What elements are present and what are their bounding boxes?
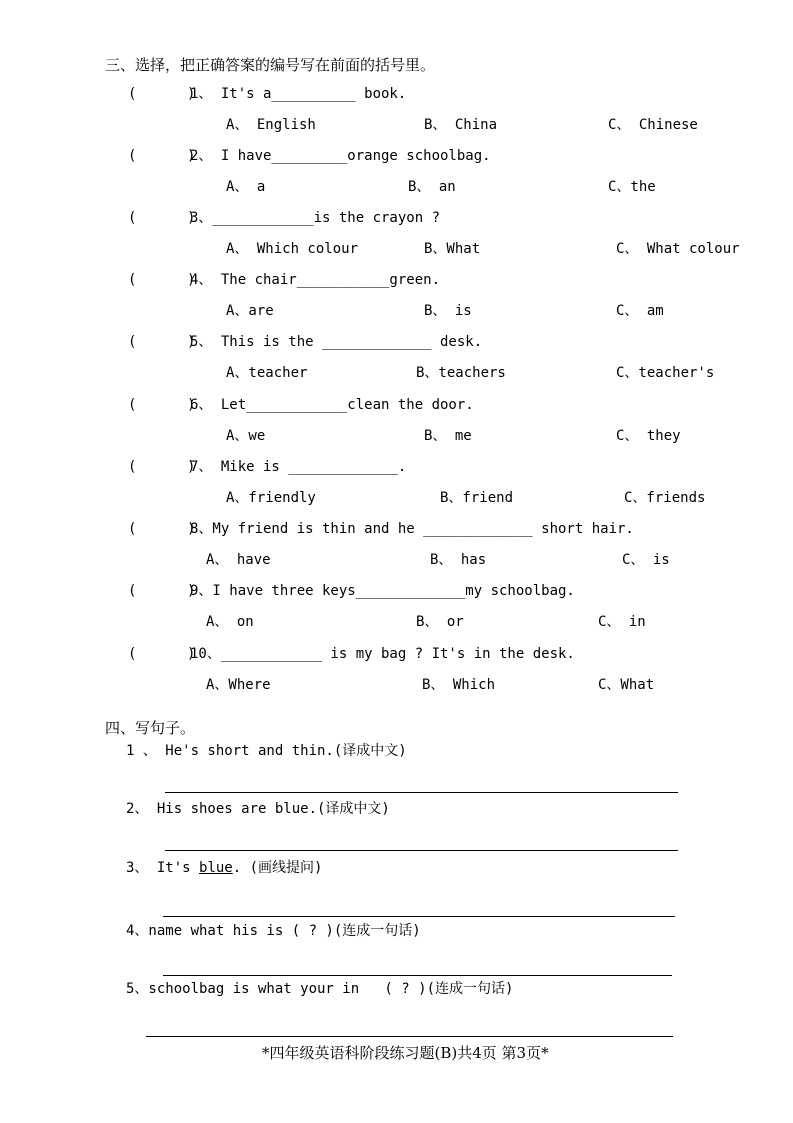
page-footer: *四年级英语科阶段练习题(B)共4页 第3页* [262, 1044, 549, 1062]
question-10-option-b: B、 Which [422, 677, 496, 693]
question-8-stem: 8、My friend is thin and he _____________ short hair. [190, 521, 634, 537]
question-9-stem: 9、I have three keys_____________my schoolbag. [190, 583, 575, 599]
answer-paren-7[interactable]: ( ) [128, 459, 196, 475]
answer-paren-8[interactable]: ( ) [128, 521, 196, 537]
question-1-stem: 1、 It's a__________ book. [190, 86, 407, 102]
question-5-option-c: C、teacher's [616, 365, 715, 381]
sentence-item-3-prefix: 3、 It's [126, 860, 200, 876]
question-4-option-a: A、are [226, 303, 274, 319]
sentence-item-5: 5、schoolbag is what your in ( ? )(连成一句话) [126, 981, 514, 997]
question-4-stem: 4、 The chair___________green. [190, 272, 441, 288]
question-1-option-a: A、 English [226, 117, 316, 133]
question-10-option-a: A、Where [206, 677, 271, 693]
question-3-stem: 3、____________is the crayon ? [190, 210, 441, 226]
question-6-option-a: A、we [226, 428, 266, 444]
question-9-option-a: A、 on [206, 614, 254, 630]
question-3-option-b: B、What [424, 241, 481, 257]
sentence-item-3-underlined-word: blue [199, 860, 233, 876]
question-6-stem: 6、 Let____________clean the door. [190, 397, 474, 413]
question-8-option-a: A、 have [206, 552, 271, 568]
question-3-option-a: A、 Which colour [226, 241, 359, 257]
question-4-option-c: C、 am [616, 303, 664, 319]
question-1-option-c: C、 Chinese [608, 117, 698, 133]
sentence-item-4: 4、name what his is ( ? )(连成一句话) [126, 923, 421, 939]
sentence-item-3-suffix: . (画线提问) [232, 860, 323, 876]
question-9-option-b: B、 or [416, 614, 464, 630]
answer-line-4[interactable] [163, 975, 672, 976]
answer-paren-10[interactable]: ( ) [128, 646, 196, 662]
question-10-option-c: C、What [598, 677, 655, 693]
answer-paren-1[interactable]: ( ) [128, 86, 196, 102]
answer-paren-4[interactable]: ( ) [128, 272, 196, 288]
question-7-option-c: C、friends [624, 490, 706, 506]
section-4-title: 四、写句子。 [105, 719, 196, 737]
answer-paren-5[interactable]: ( ) [128, 334, 196, 350]
answer-line-2[interactable] [165, 850, 678, 851]
question-7-stem: 7、 Mike is _____________. [190, 459, 407, 475]
question-2-option-b: B、 an [408, 179, 456, 195]
answer-paren-2[interactable]: ( ) [128, 148, 196, 164]
section-3-title: 三、选择，把正确答案的编号写在前面的括号里。 [105, 56, 436, 74]
question-2-option-a: A、 a [226, 179, 266, 195]
answer-line-1[interactable] [165, 792, 678, 793]
question-5-option-b: B、teachers [416, 365, 506, 381]
question-7-option-b: B、friend [440, 490, 514, 506]
question-2-stem: 2、 I have_________orange schoolbag. [190, 148, 491, 164]
question-6-option-b: B、 me [424, 428, 472, 444]
answer-line-5[interactable] [146, 1036, 673, 1037]
question-3-option-c: C、 What colour [616, 241, 740, 257]
question-8-option-c: C、 is [622, 552, 670, 568]
answer-paren-6[interactable]: ( ) [128, 397, 196, 413]
sentence-item-3 [126, 859, 322, 877]
question-6-option-c: C、 they [616, 428, 681, 444]
question-5-stem: 5、 This is the _____________ desk. [190, 334, 483, 350]
sentence-item-2: 2、 His shoes are blue.(译成中文) [126, 801, 390, 817]
question-2-option-c: C、the [608, 179, 656, 195]
question-5-option-a: A、teacher [226, 365, 308, 381]
question-9-option-c: C、 in [598, 614, 646, 630]
answer-paren-9[interactable]: ( ) [128, 583, 196, 599]
answer-line-3[interactable] [163, 916, 675, 917]
question-10-stem: 10、____________ is my bag ? It's in the desk. [190, 646, 575, 662]
answer-paren-3[interactable]: ( ) [128, 210, 196, 226]
sentence-item-1: 1 、 He's short and thin.(译成中文) [126, 743, 407, 759]
question-4-option-b: B、 is [424, 303, 472, 319]
question-1-option-b: B、 China [424, 117, 498, 133]
question-8-option-b: B、 has [430, 552, 487, 568]
question-7-option-a: A、friendly [226, 490, 316, 506]
